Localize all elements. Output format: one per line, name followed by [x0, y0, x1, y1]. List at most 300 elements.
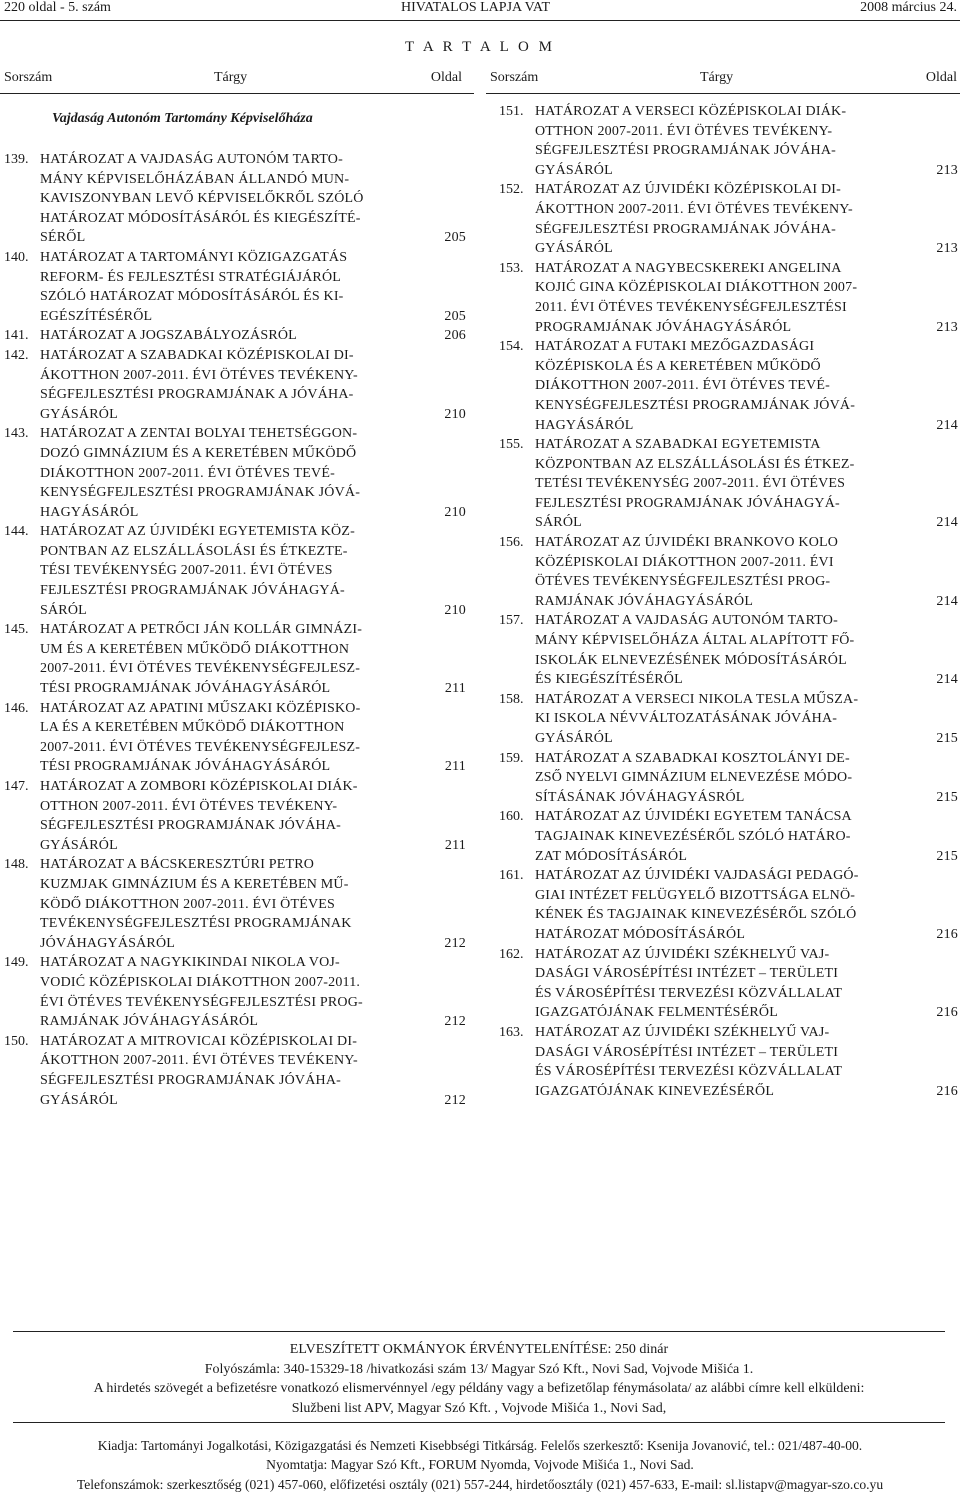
entry-title-text: GIAI INTÉZET FELÜGYELŐ BIZOTTSÁGA ELNÖ-	[535, 887, 856, 903]
entry-title-text: KÉNEK ÉS TAGJAINAK KINEVEZÉSÉRŐL SZÓLÓ	[535, 907, 857, 923]
entry-number: 155.	[499, 437, 524, 453]
column-header-subject: Tárgy	[700, 70, 734, 85]
entry-title-text: 2007-2011. ÉVI ÖTÉVES TEVÉKENYSÉGFEJLESZ-	[40, 661, 361, 677]
entry-title-text: RAMJÁNAK JÓVÁHAGYÁSÁRÓL	[40, 1014, 259, 1030]
entry-title-line	[535, 886, 958, 906]
entry-title-line	[535, 1043, 958, 1063]
entry-title-text: HATÁROZAT A SZABADKAI KOSZTOLÁNYI DE-	[535, 750, 850, 766]
entry-title-text: ÉVI ÖTÉVES TEVÉKENYSÉGFEJLESZTÉSI PROG-	[40, 994, 363, 1010]
entry-title-line	[40, 522, 466, 542]
publisher-line: Kiadja: Tartományi Jogalkotási, Közigazgatási és Nemzeti Kisebbségi Titkárság. Felelős szerkesztő: Ksenija Jovanović, tel.: 021/487-40-00.	[97, 1438, 863, 1453]
entry-title-line	[535, 827, 958, 847]
entry-number: 149.	[4, 955, 29, 971]
entry-title-line	[40, 679, 466, 699]
entry-number: 158.	[499, 691, 524, 707]
entry-title-line	[535, 141, 958, 161]
entry-title-text: SÉGFEJLESZTÉSI PROGRAMJÁNAK JÓVÁHA-	[535, 221, 837, 237]
toc-entry	[4, 1032, 466, 1110]
toc-entry	[499, 102, 958, 180]
entry-title-line	[40, 150, 466, 170]
entry-title	[40, 1032, 466, 1110]
entry-title-line	[535, 357, 958, 377]
toc-entry	[4, 620, 466, 698]
entry-page-number: 212	[438, 934, 466, 954]
entry-title-line	[535, 651, 958, 671]
toc-entry	[499, 533, 958, 611]
entry-title-text: HAGYÁSÁRÓL	[535, 417, 634, 433]
entry-title-text: SÉGFEJLESZTÉSI PROGRAMJÁNAK JÓVÁHA-	[40, 1072, 342, 1088]
entry-title-line	[40, 209, 466, 229]
entry-title-line	[40, 287, 466, 307]
entry-title-line	[535, 533, 958, 553]
entry-number: 140.	[4, 249, 29, 265]
entry-title	[535, 337, 958, 435]
page-header	[0, 0, 960, 20]
entry-page-number: 214	[930, 592, 958, 612]
entry-title-line	[535, 553, 958, 573]
entry-title-text: DASÁGI VÁROSÉPÍTÉSI INTÉZET – TERÜLETI	[535, 966, 839, 982]
entry-page-number: 213	[930, 161, 958, 181]
toc-left-column	[4, 150, 466, 1110]
entry-title-line	[40, 973, 466, 993]
entry-page-number: 214	[930, 513, 958, 533]
entry-number: 144.	[4, 524, 29, 540]
entry-title	[40, 150, 466, 248]
entry-title-line	[40, 855, 466, 875]
entry-title	[40, 855, 466, 953]
column-header-number: Sorszám	[4, 70, 53, 85]
entry-title-text: DASÁGI VÁROSÉPÍTÉSI INTÉZET – TERÜLETI	[535, 1044, 839, 1060]
entry-title-line	[535, 298, 958, 318]
entry-title-line	[535, 670, 958, 690]
entry-page-number: 213	[930, 318, 958, 338]
entry-title-line	[40, 503, 466, 523]
entry-title-line	[535, 925, 958, 945]
entry-title-line	[40, 464, 466, 484]
column-header-page: Oldal	[925, 70, 957, 85]
entry-title	[40, 326, 466, 346]
entry-page-number: 214	[930, 416, 958, 436]
issue-date: 2008 március 24.	[860, 0, 957, 15]
entry-title-text: PONTBAN AZ ELSZÁLLÁSOLÁSI ÉS ÉTKEZTE-	[40, 543, 348, 559]
entry-title-line	[40, 385, 466, 405]
entry-title-text: RAMJÁNAK JÓVÁHAGYÁSÁRÓL	[535, 593, 754, 609]
column-rule-left	[0, 93, 474, 94]
entry-title-line	[535, 278, 958, 298]
entry-title	[535, 435, 958, 533]
entry-title-line	[535, 847, 958, 867]
toc-entry	[4, 248, 466, 326]
entry-title-line	[40, 405, 466, 425]
notice-box	[13, 1331, 945, 1423]
notice-line: A hirdetés szövegét a befizetésre vonatkozó elismervénnyel /egy példány vagy a befizetőlap fénymásolata/ az alábbi címre kell elküldeni:	[93, 1381, 865, 1396]
entry-title-line	[535, 1062, 958, 1082]
column-rule-right	[486, 93, 960, 94]
entry-number: 160.	[499, 809, 524, 825]
entry-title-line	[535, 180, 958, 200]
entry-page-number: 212	[438, 1091, 466, 1111]
entry-title-text: UM ÉS A KERETÉBEN MŰKÖDŐ DIÁKOTTHON	[40, 641, 350, 657]
entry-title-text: TEVÉKENYSÉGFEJLESZTÉSI PROGRAMJÁNAK	[40, 916, 352, 932]
entry-title-text: GYÁSÁRÓL	[535, 241, 613, 257]
entry-title-text: HATÁROZAT AZ ÚJVIDÉKI EGYETEM TANÁCSA	[535, 809, 852, 825]
entry-title-text: KOJIĆ GINA KÖZÉPISKOLAI DIÁKOTTHON 2007-	[535, 280, 858, 296]
entry-title-text: REFORM- ÉS FEJLESZTÉSI STRATÉGIÁJÁRÓL	[40, 269, 342, 285]
toc-entry	[499, 180, 958, 258]
entry-title-line	[535, 122, 958, 142]
entry-page-number: 210	[438, 601, 466, 621]
entry-title-line	[40, 346, 466, 366]
entry-title-line	[535, 416, 958, 436]
entry-number: 156.	[499, 535, 524, 551]
entry-title	[535, 807, 958, 866]
entry-number: 151.	[499, 104, 524, 119]
header-rule	[0, 20, 960, 21]
entry-title-line	[40, 228, 466, 248]
entry-title-text: KAVISZONYBAN LEVŐ KÉPVISELŐKRŐL SZÓLÓ	[40, 191, 364, 207]
entry-title-text: GYÁSÁRÓL	[40, 406, 118, 422]
entry-title-line	[535, 513, 958, 533]
entry-title	[40, 699, 466, 777]
entry-page-number: 205	[438, 307, 466, 327]
entry-title-text: TÉSI TEVÉKENYSÉG 2007-2011. ÉVI ÖTÉVES	[40, 563, 333, 579]
entry-title-line	[535, 494, 958, 514]
column-header-page: Oldal	[430, 70, 462, 85]
entry-page-number: 210	[438, 405, 466, 425]
toc-entry	[499, 749, 958, 808]
column-header-subject: Tárgy	[214, 70, 248, 85]
entry-title-line	[535, 905, 958, 925]
toc-entry	[4, 326, 466, 346]
entry-title	[535, 866, 958, 944]
entry-title-line	[535, 259, 958, 279]
entry-title-line	[535, 631, 958, 651]
entry-title-text: HATÁROZAT AZ ÚJVIDÉKI VAJDASÁGI PEDAGÓ-	[535, 868, 859, 884]
entry-title-line	[40, 581, 466, 601]
entry-title-text: SÉGFEJLESZTÉSI PROGRAMJÁNAK JÓVÁHA-	[40, 818, 342, 834]
entry-title-line	[535, 396, 958, 416]
entry-title-text: KÖDŐ DIÁKOTTHON 2007-2011. ÉVI ÖTÉVES	[40, 896, 336, 912]
entry-title-text: ÁKOTTHON 2007-2011. ÉVI ÖTÉVES TEVÉKENY-	[40, 1053, 358, 1069]
entry-title-text: OTTHON 2007-2011. ÉVI ÖTÉVES TEVÉKENY-	[535, 123, 833, 139]
entry-title-line	[40, 620, 466, 640]
entry-title-line	[535, 709, 958, 729]
entry-page-number: 211	[439, 679, 466, 699]
entry-title-line	[40, 268, 466, 288]
entry-title-line	[535, 945, 958, 965]
printer-line: Nyomtatja: Magyar Szó Kft., FORUM Nyomda, Vojvode Mišića 1., Novi Sad.	[266, 1457, 694, 1473]
entry-number: 139.	[4, 152, 29, 167]
entry-title-text: HATÁROZAT A VERSECI KÖZÉPISKOLAI DIÁK-	[535, 104, 847, 119]
entry-page-number: 216	[930, 1003, 958, 1023]
entry-title-line	[535, 200, 958, 220]
entry-title-line	[535, 729, 958, 749]
entry-title-text: KÖZPONTBAN AZ ELSZÁLLÁSOLÁSI ÉS ÉTKEZ-	[535, 456, 855, 472]
toc-entry	[499, 866, 958, 944]
entry-title-line	[535, 592, 958, 612]
entry-title-line	[40, 1012, 466, 1032]
entry-title-text: HATÁROZAT AZ ÚJVIDÉKI BRANKOVO KOLO	[535, 535, 839, 551]
entry-number: 147.	[4, 779, 29, 794]
entry-number: 159.	[499, 750, 524, 766]
entry-title-line	[535, 1003, 958, 1023]
entry-title	[535, 533, 958, 611]
entry-number: 143.	[4, 426, 29, 442]
entry-page-number: 215	[930, 847, 958, 867]
entry-title-text: TÉSI PROGRAMJÁNAK JÓVÁHAGYÁSÁRÓL	[40, 681, 331, 697]
entry-title-line	[40, 953, 466, 973]
entry-title	[535, 102, 958, 180]
entry-title-line	[535, 1082, 958, 1102]
entry-title-line	[40, 1051, 466, 1071]
entry-page-number: 211	[439, 836, 466, 856]
notice-line: Folyószámla: 340-15329-18 /hivatkozási szám 13/ Magyar Szó Kft., Novi Sad, Vojvode Mišića 1.	[204, 1361, 754, 1377]
toc-entry	[4, 424, 466, 522]
entry-title-text: FEJLESZTÉSI PROGRAMJÁNAK JÓVÁHAGYÁ-	[40, 583, 345, 599]
entry-number: 141.	[4, 328, 29, 344]
entry-title-text: HATÁROZAT A VERSECI NIKOLA TESLA MŰSZA-	[535, 691, 859, 707]
entry-title-text: MÁNY KÉPVISELŐHÁZA ÁLTAL ALAPÍTOTT FŐ-	[535, 633, 855, 649]
entry-title-text: GYÁSÁRÓL	[40, 837, 118, 853]
entry-title-line	[535, 318, 958, 338]
entry-title-text: HAGYÁSÁRÓL	[40, 504, 139, 520]
entry-title	[40, 522, 466, 620]
contact-line: Telefonszámok: szerkesztőség (021) 457-060, előfizetési osztály (021) 557-244, hirdetőosztály (021) 457-633, E-mail: sl.listapv@magyar-szo.co.yu	[76, 1476, 884, 1492]
entry-title-line	[40, 601, 466, 621]
toc-entry	[499, 259, 958, 337]
entry-title-text: TÉSI PROGRAMJÁNAK JÓVÁHAGYÁSÁRÓL	[40, 759, 331, 775]
entry-title-text: HATÁROZAT A NAGYBECSKEREKI ANGELINA	[535, 260, 842, 276]
entry-title-line	[40, 189, 466, 209]
entry-number: 152.	[499, 182, 524, 198]
entry-title-line	[535, 337, 958, 357]
entry-title-text: HATÁROZAT A SZABADKAI EGYETEMISTA	[535, 437, 821, 453]
entry-title-line	[535, 376, 958, 396]
entry-title-text: SZÓLÓ HATÁROZAT MÓDOSÍTÁSÁRÓL ÉS KI-	[40, 289, 344, 305]
entry-number: 146.	[4, 700, 29, 716]
entry-title-text: 2011. ÉVI ÖTÉVES TEVÉKENYSÉGFEJLESZTÉSI	[535, 299, 847, 315]
entry-title-line	[535, 690, 958, 710]
entry-title-text: SÉRŐL	[40, 230, 86, 246]
notice-line: ELVESZÍTETT OKMÁNYOK ÉRVÉNYTELENÍTÉSE: 250 dinár	[289, 1342, 669, 1357]
entry-title	[40, 953, 466, 1031]
entry-title-line	[535, 984, 958, 1004]
toc-entry	[499, 611, 958, 689]
toc-entry	[4, 953, 466, 1031]
entry-title-text: HATÁROZAT A BÁCSKERESZTÚRI PETRO	[40, 857, 315, 873]
entry-title	[535, 259, 958, 337]
entry-title-line	[40, 1091, 466, 1111]
entry-title-line	[40, 307, 466, 327]
entry-page-number: 211	[439, 757, 466, 777]
entry-title	[40, 248, 466, 326]
entry-title-text: SÍTÁSÁNAK JÓVÁHAGYÁSRÓL	[535, 789, 745, 805]
entry-title-text: HATÁROZAT A VAJDASÁG AUTONÓM TARTO-	[40, 152, 343, 167]
entry-title-text: ZSŐ NYELVI GIMNÁZIUM ELNEVEZÉSE MÓDO-	[535, 770, 853, 786]
entry-title-text: HATÁROZAT AZ ÚJVIDÉKI SZÉKHELYŰ VAJ-	[535, 1024, 830, 1040]
entry-title-line	[40, 914, 466, 934]
entry-title-line	[535, 788, 958, 808]
entry-page-number: 205	[438, 228, 466, 248]
entry-title-line	[535, 161, 958, 181]
entry-title-text: HATÁROZAT A SZABADKAI KÖZÉPISKOLAI DI-	[40, 347, 354, 363]
entry-number: 145.	[4, 622, 29, 638]
entry-title-text: HATÁROZAT A TARTOMÁNYI KÖZIGAZGATÁS	[40, 249, 348, 265]
entry-title-line	[535, 866, 958, 886]
entry-title-text: ÉS KIEGÉSZÍTÉSÉRŐL	[535, 672, 683, 688]
entry-title-line	[535, 435, 958, 455]
entry-title-text: HATÁROZAT A NAGYKIKINDAI NIKOLA VOJ-	[40, 955, 340, 971]
entry-title-line	[40, 366, 466, 386]
entry-title	[535, 180, 958, 258]
entry-title-line	[40, 1032, 466, 1052]
entry-title-line	[535, 455, 958, 475]
entry-title-line	[40, 659, 466, 679]
entry-title-line	[40, 444, 466, 464]
toc-entry	[4, 699, 466, 777]
entry-title-text: TAGJAINAK KINEVEZÉSÉRŐL SZÓLÓ HATÁRO-	[535, 828, 851, 844]
entry-title-text: KUZMJAK GIMNÁZIUM ÉS A KERETÉBEN MŰ-	[40, 876, 349, 892]
toc-entry	[4, 855, 466, 953]
column-header-right	[486, 70, 960, 88]
entry-title-text: ÉS VÁROSÉPÍTÉSI TERVEZÉSI KÖZVÁLLALAT	[535, 985, 843, 1001]
entry-title-line	[535, 102, 958, 122]
entry-title-text: GYÁSÁRÓL	[535, 162, 613, 178]
entry-title-line	[535, 220, 958, 240]
entry-title-text: ISKOLÁK ELNEVEZÉSÉNEK MÓDOSÍTÁSÁRÓL	[535, 652, 847, 668]
entry-title-line	[40, 1071, 466, 1091]
toc-entry	[4, 777, 466, 855]
toc-entry	[499, 337, 958, 435]
entry-title-line	[535, 749, 958, 769]
entry-title-line	[535, 1023, 958, 1043]
entry-title-text: 2007-2011. ÉVI ÖTÉVES TEVÉKENYSÉGFEJLESZ-	[40, 739, 361, 755]
issue-info: 220 oldal - 5. szám	[4, 0, 111, 15]
entry-title-text: DOZÓ GIMNÁZIUM ÉS A KERETÉBEN MŰKÖDŐ	[40, 445, 357, 461]
entry-title	[535, 690, 958, 749]
entry-title-text: HATÁROZAT A JOGSZABÁLYOZÁSRÓL	[40, 328, 297, 344]
entry-title-line	[535, 768, 958, 788]
entry-title	[40, 424, 466, 522]
entry-page-number: 216	[930, 925, 958, 945]
entry-title-line	[40, 797, 466, 817]
entry-number: 157.	[499, 613, 524, 629]
entry-page-number: 215	[930, 788, 958, 808]
toc-title: T A R T A L O M	[405, 39, 555, 55]
entry-title-line	[40, 561, 466, 581]
entry-title-text: DIÁKOTTHON 2007-2011. ÉVI ÖTÉVES TEVÉ-	[40, 465, 335, 481]
section-heading: Vajdaság Autonóm Tartomány Képviselőháza	[52, 111, 313, 126]
publisher-info	[0, 1436, 960, 1494]
entry-title-text: LA ÉS A KERETÉBEN MŰKÖDŐ DIÁKOTTHON	[40, 720, 345, 736]
entry-title-text: HATÁROZAT AZ APATINI MŰSZAKI KÖZÉPISKO-	[40, 700, 361, 716]
entry-title-text: MÁNY KÉPVISELŐHÁZÁBAN ÁLLANDÓ MUN-	[40, 171, 350, 187]
entry-title-text: KENYSÉGFEJLESZTÉSI PROGRAMJÁNAK JÓVÁ-	[535, 397, 856, 413]
entry-page-number: 210	[438, 503, 466, 523]
entry-number: 161.	[499, 868, 524, 884]
entry-title-text: HATÁROZAT A FUTAKI MEZŐGAZDASÁGI	[535, 339, 815, 355]
entry-title-line	[40, 836, 466, 856]
toc-entry	[499, 690, 958, 749]
entry-title-text: HATÁROZAT AZ ÚJVIDÉKI KÖZÉPISKOLAI DI-	[535, 182, 841, 198]
entry-title-line	[40, 718, 466, 738]
entry-title-text: HATÁROZAT MÓDOSÍTÁSÁRÓL ÉS KIEGÉSZÍTÉ-	[40, 210, 361, 226]
entry-number: 162.	[499, 946, 524, 962]
entry-title-text: SÁRÓL	[535, 515, 582, 531]
entry-title-text: SÁRÓL	[40, 602, 87, 618]
entry-title-text: KÖZÉPISKOLA ÉS A KERETÉBEN MŰKÖDŐ	[535, 358, 821, 374]
entry-title-text: VODIĆ KÖZÉPISKOLAI DIÁKOTTHON 2007-2011.	[40, 974, 361, 990]
entry-page-number: 216	[930, 1082, 958, 1102]
entry-title	[40, 346, 466, 424]
entry-number: 154.	[499, 339, 524, 355]
entry-title	[535, 611, 958, 689]
entry-title-line	[40, 699, 466, 719]
entry-title-text: ÁKOTTHON 2007-2011. ÉVI ÖTÉVES TEVÉKENY-	[40, 367, 358, 383]
toc-right-column	[499, 102, 958, 1101]
entry-title-line	[535, 611, 958, 631]
entry-title-text: TETÉSI TEVÉKENYSÉG 2007-2011. ÉVI ÖTÉVES	[535, 476, 846, 492]
entry-title-line	[535, 964, 958, 984]
entry-title-line	[535, 572, 958, 592]
entry-title-text: HATÁROZAT AZ ÚJVIDÉKI EGYETEMISTA KÖZ-	[40, 524, 355, 540]
entry-title-text: IGAZGATÓJÁNAK FELMENTÉSÉRŐL	[535, 1005, 778, 1021]
entry-title-text: KENYSÉGFEJLESZTÉSI PROGRAMJÁNAK JÓVÁ-	[40, 485, 361, 501]
entry-title-line	[40, 483, 466, 503]
entry-title-text: IGAZGATÓJÁNAK KINEVEZÉSÉRŐL	[535, 1083, 775, 1099]
entry-title	[535, 749, 958, 808]
toc-entry	[499, 1023, 958, 1101]
entry-number: 150.	[4, 1033, 29, 1049]
entry-title-text: HATÁROZAT A VAJDASÁG AUTONÓM TARTO-	[535, 613, 838, 629]
column-header-left	[0, 70, 474, 88]
entry-title-text: FEJLESZTÉSI PROGRAMJÁNAK JÓVÁHAGYÁ-	[535, 495, 840, 511]
entry-title-line	[40, 424, 466, 444]
entry-title-line	[40, 895, 466, 915]
entry-number: 142.	[4, 347, 29, 363]
entry-title-text: ÉS VÁROSÉPÍTÉSI TERVEZÉSI KÖZVÁLLALAT	[535, 1064, 843, 1080]
toc-entry	[499, 435, 958, 533]
toc-entry	[499, 807, 958, 866]
entry-page-number: 206	[438, 326, 466, 346]
entry-title-line	[40, 640, 466, 660]
toc-entry	[4, 150, 466, 248]
toc-entry	[4, 522, 466, 620]
entry-title-text: OTTHON 2007-2011. ÉVI ÖTÉVES TEVÉKENY-	[40, 798, 338, 814]
entry-title-line	[40, 326, 466, 346]
entry-title-line	[40, 248, 466, 268]
entry-number: 148.	[4, 857, 29, 873]
entry-title-text: HATÁROZAT MÓDOSÍTÁSÁRÓL	[535, 926, 746, 942]
entry-title-line	[40, 875, 466, 895]
entry-title-text: GYÁSÁRÓL	[535, 731, 613, 746]
entry-page-number: 214	[930, 670, 958, 690]
entry-page-number: 213	[930, 239, 958, 259]
entry-title-text: EGÉSZÍTÉSÉRŐL	[40, 308, 153, 324]
entry-title-line	[535, 239, 958, 259]
entry-title-text: HATÁROZAT A ZOMBORI KÖZÉPISKOLAI DIÁK-	[40, 779, 358, 794]
entry-title-text: SÉGFEJLESZTÉSI PROGRAMJÁNAK A JÓVÁHA-	[40, 387, 354, 403]
entry-title-text: ZAT MÓDOSÍTÁSÁRÓL	[535, 848, 688, 864]
entry-title-text: HATÁROZAT AZ ÚJVIDÉKI SZÉKHELYŰ VAJ-	[535, 946, 830, 962]
entry-title	[535, 1023, 958, 1101]
entry-title-text: KÖZÉPISKOLAI DIÁKOTTHON 2007-2011. ÉVI	[535, 554, 834, 570]
entry-title-text: HATÁROZAT A ZENTAI BOLYAI TEHETSÉGGON-	[40, 426, 358, 442]
entry-title-text: HATÁROZAT A PETRŐCI JÁN KOLLÁR GIMNÁZI-	[40, 622, 363, 638]
entry-title-text: DIÁKOTTHON 2007-2011. ÉVI ÖTÉVES TEVÉ-	[535, 378, 830, 394]
notice-line: Službeni list APV, Magyar Szó Kft. , Vojvode Mišića 1., Novi Sad,	[291, 1400, 667, 1416]
entry-title-text: HATÁROZAT A MITROVICAI KÖZÉPISKOLAI DI-	[40, 1033, 358, 1049]
